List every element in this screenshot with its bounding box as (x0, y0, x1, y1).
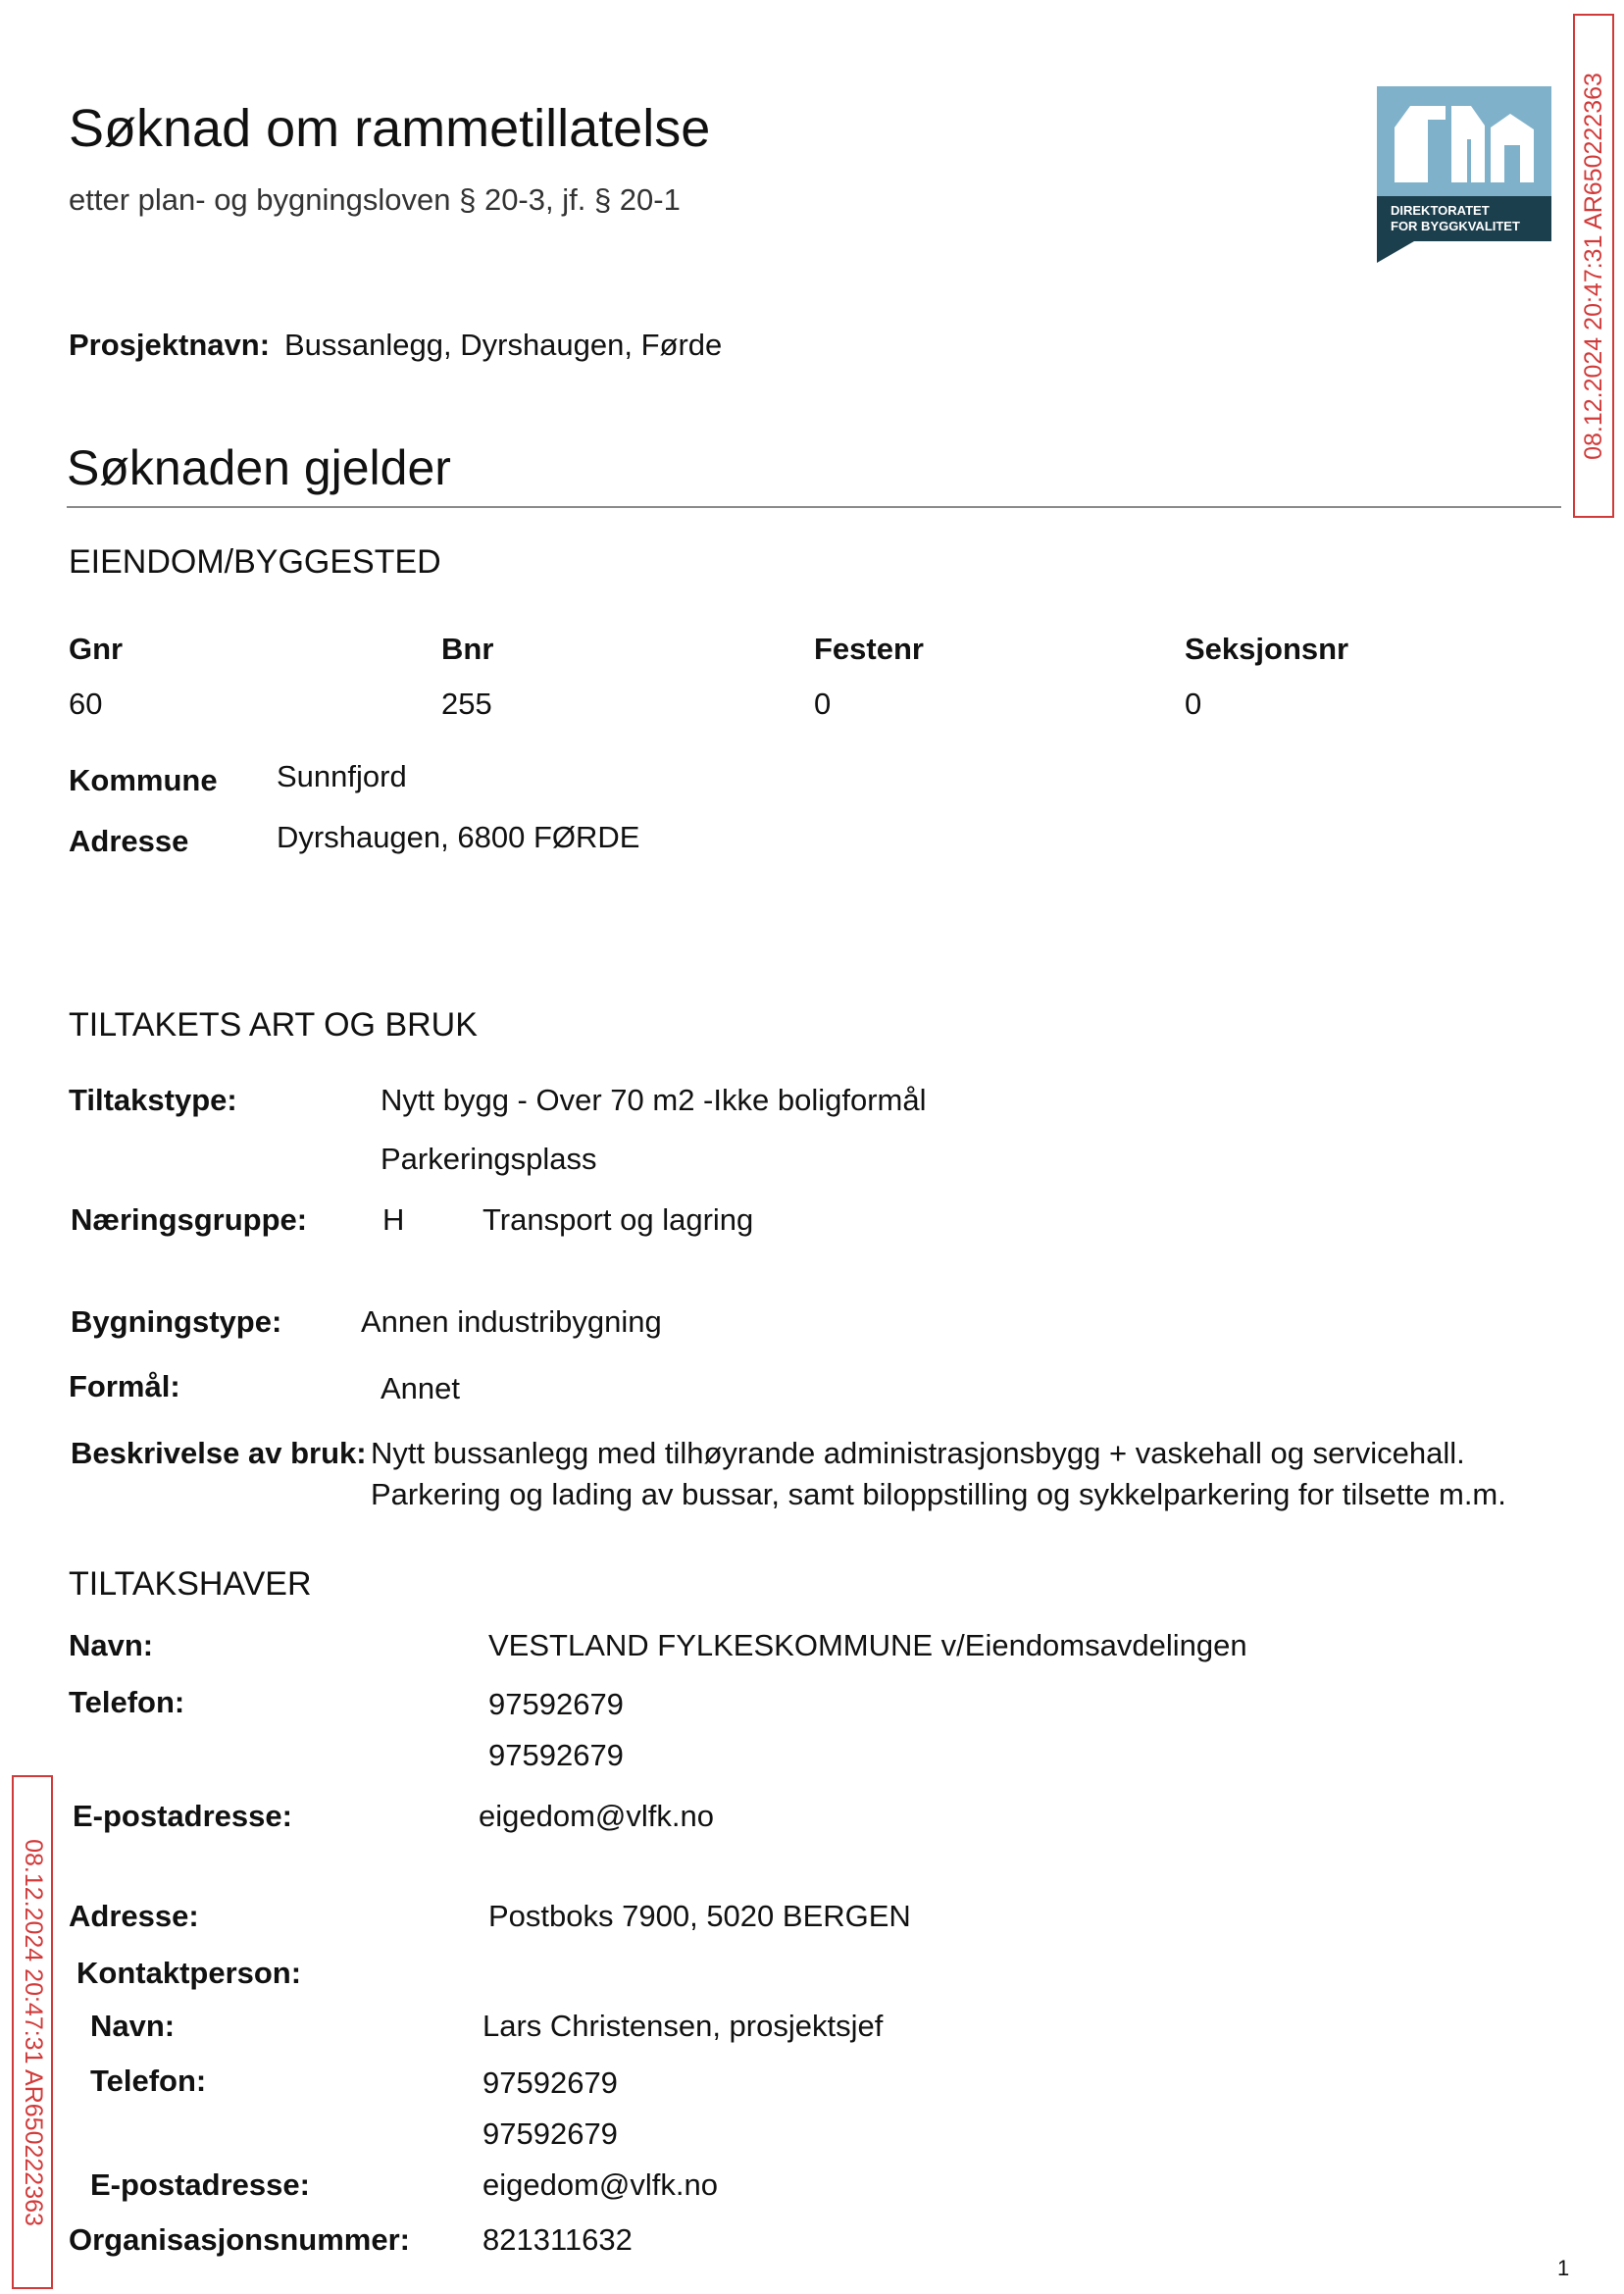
kommune-value: Sunnfjord (277, 759, 407, 793)
logo-building-icon (1377, 86, 1551, 196)
kontakt-navn-label: Navn: (90, 2009, 176, 2043)
timestamp-stamp-top-text: 08.12.2024 20:47:31 AR650222363 (1579, 72, 1607, 460)
logo-text-line1: DIREKTORATET (1391, 203, 1490, 218)
tiltakshaver-navn-value: VESTLAND FYLKESKOMMUNE v/Eiendomsavdelingen (488, 1628, 1247, 1662)
tiltakshaver-telefon-1: 97592679 (488, 1687, 624, 1721)
project-name-label: Prosjektnavn: (69, 328, 271, 362)
tiltakstype-value-1: Nytt bygg - Over 70 m2 -Ikke boligformål (381, 1083, 927, 1117)
bnr-label: Bnr (441, 632, 494, 666)
document-subtitle: etter plan- og bygningsloven § 20-3, jf. § 20-1 (69, 182, 681, 217)
tiltakshaver-adresse-value: Postboks 7900, 5020 BERGEN (488, 1899, 911, 1933)
gnr-value: 60 (69, 687, 103, 721)
logo-text (1377, 196, 1551, 241)
tiltakshaver-telefon-2: 97592679 (488, 1738, 624, 1772)
kontakt-telefon-1: 97592679 (482, 2065, 618, 2100)
kontakt-telefon-2: 97592679 (482, 2116, 618, 2151)
bygningstype-value: Annen industribygning (361, 1304, 662, 1339)
formal-label: Formål: (69, 1369, 180, 1403)
tiltakstype-value-2: Parkeringsplass (381, 1142, 597, 1176)
beskrivelse-line-1: Nytt bussanlegg med tilhøyrande administrasjonsbygg + vaskehall og servicehall. (371, 1436, 1465, 1470)
tiltakstype-label: Tiltakstype: (69, 1083, 237, 1117)
timestamp-stamp-left-text: 08.12.2024 20:47:31 AR650222363 (19, 1838, 47, 2226)
kontakt-telefon-label: Telefon: (90, 2064, 207, 2098)
page-number: 1 (1557, 2256, 1570, 2280)
gnr-label: Gnr (69, 632, 124, 666)
orgnr-label: Organisasjonsnummer: (69, 2222, 410, 2257)
tiltakshaver-heading: TILTAKSHAVER (69, 1565, 312, 1603)
adresse-label: Adresse (69, 824, 189, 858)
bygningstype-label: Bygningstype: (71, 1304, 282, 1339)
festenr-label: Festenr (814, 632, 924, 666)
property-heading: EIENDOM/BYGGESTED (69, 543, 441, 581)
orgnr-value: 821311632 (482, 2222, 633, 2257)
bnr-value: 255 (441, 687, 492, 721)
section-title: Søknaden gjelder (67, 440, 451, 495)
festenr-value: 0 (814, 687, 832, 721)
tiltakshaver-navn-label: Navn: (69, 1628, 154, 1662)
beskrivelse-line-2: Parkering og lading av bussar, samt biloppstilling og sykkelparkering for tilsette m.m. (371, 1477, 1506, 1511)
tiltakshaver-epost-value: eigedom@vlfk.no (479, 1799, 714, 1833)
seksjonsnr-label: Seksjonsnr (1185, 632, 1349, 666)
tiltak-heading: TILTAKETS ART OG BRUK (69, 1006, 478, 1044)
tiltakshaver-epost-label: E-postadresse: (73, 1799, 292, 1833)
logo-building-mark (1377, 86, 1551, 196)
naeringsgruppe-code: H (382, 1202, 405, 1237)
kontakt-epost-label: E-postadresse: (90, 2167, 310, 2202)
tiltakshaver-adresse-label: Adresse: (69, 1899, 199, 1933)
beskrivelse-label: Beskrivelse av bruk: (71, 1436, 367, 1470)
kontakt-epost-value: eigedom@vlfk.no (482, 2167, 718, 2202)
logo-flag-shape (1377, 241, 1414, 263)
kontakt-navn-value: Lars Christensen, prosjektsjef (482, 2009, 884, 2043)
kontaktperson-label: Kontaktperson: (76, 1956, 302, 1990)
dibk-logo (1377, 86, 1551, 277)
timestamp-stamp-left (12, 1775, 53, 2289)
seksjonsnr-value: 0 (1185, 687, 1202, 721)
adresse-value: Dyrshaugen, 6800 FØRDE (277, 820, 640, 854)
naeringsgruppe-label: Næringsgruppe: (71, 1202, 308, 1237)
section-divider (67, 506, 1561, 508)
logo-text-line2: FOR BYGGKVALITET (1391, 219, 1520, 233)
formal-value: Annet (381, 1371, 461, 1405)
document-title: Søknad om rammetillatelse (69, 99, 711, 158)
kommune-label: Kommune (69, 763, 218, 797)
naeringsgruppe-text: Transport og lagring (482, 1202, 754, 1237)
project-name-value: Bussanlegg, Dyrshaugen, Førde (284, 328, 723, 362)
tiltakshaver-telefon-label: Telefon: (69, 1685, 185, 1719)
timestamp-stamp-top (1573, 14, 1614, 518)
